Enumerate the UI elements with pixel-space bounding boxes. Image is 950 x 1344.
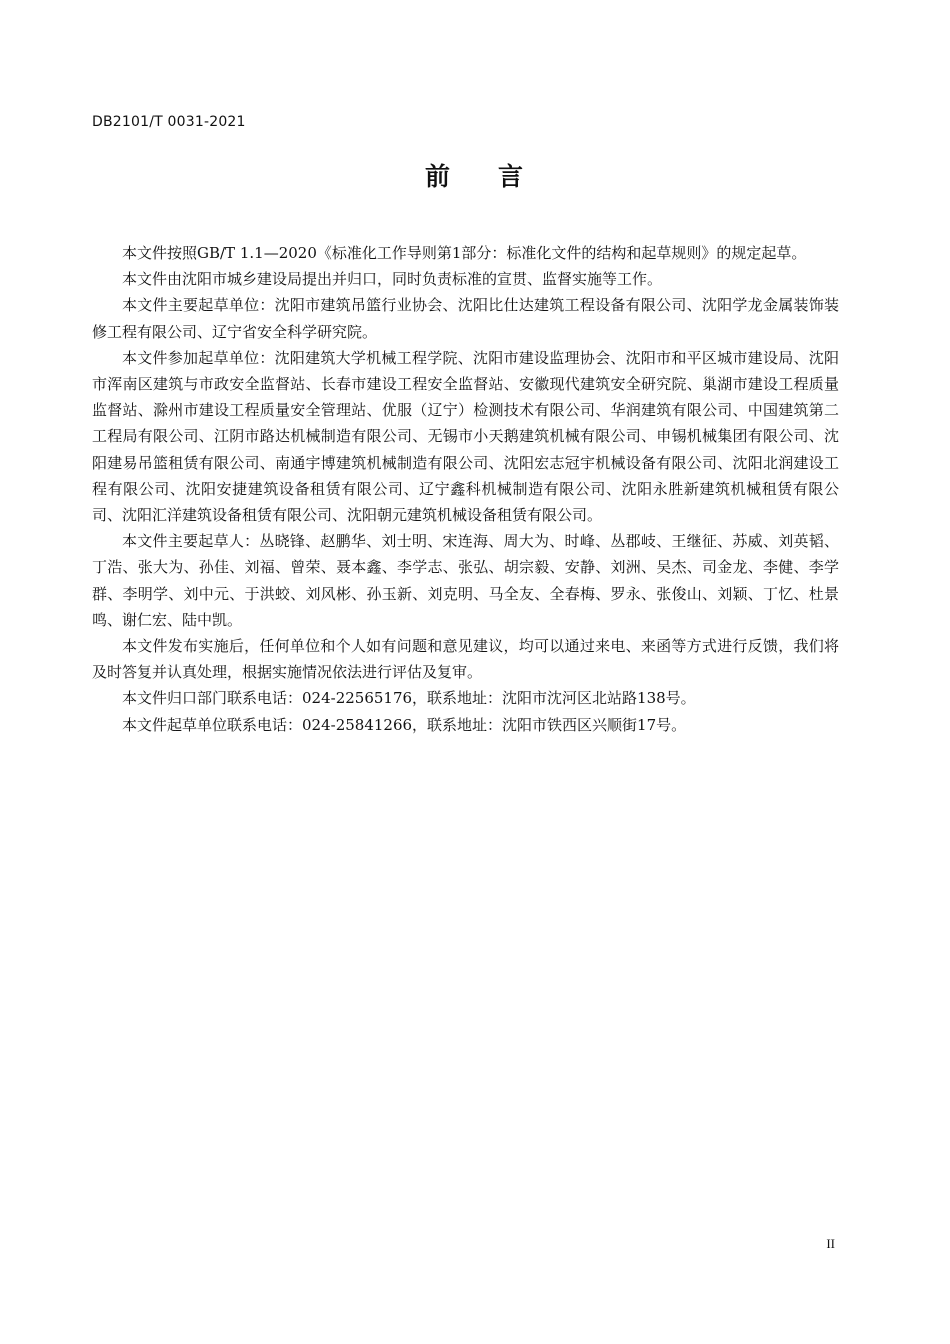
- title-char-2: 言: [498, 162, 526, 191]
- paragraph-proposer: 本文件由沈阳市城乡建设局提出并归口，同时负责标准的宣贯、监督实施等工作。: [122, 270, 663, 289]
- paragraph-main-drafting-units: 本文件主要起草单位：沈阳市建筑吊篮行业协会、沈阳比仕达建筑工程设备有限公司、沈阳学龙金属装饰装修工程有限公司、辽宁省安全科学研究院。: [92, 296, 839, 341]
- title-char-1: 前: [424, 162, 452, 191]
- paragraph-basis: 本文件按照GB/T 1.1—2020《标准化工作导则第1部分：标准化文件的结构和起草规则》的规定起草。: [122, 244, 807, 262]
- foreword-body: [92, 240, 839, 738]
- document-code: DB2101/T 0031-2021: [92, 114, 246, 130]
- page-number: II: [826, 1236, 835, 1251]
- paragraph-feedback: 本文件发布实施后，任何单位和个人如有问题和意见建议，均可以通过来电、来函等方式进行反馈，我们将及时答复并认真处理，根据实施情况依法进行评估及复审。: [92, 637, 839, 682]
- paragraph-authority-contact: 本文件归口部门联系电话：024-22565176，联系地址：沈阳市沈河区北站路138号。: [122, 689, 696, 708]
- page-title: [0, 157, 950, 193]
- paragraph-main-drafters: 本文件主要起草人：丛晓锋、赵鹏华、刘士明、宋连海、周大为、时峰、丛郡岐、王继征、苏威、刘英韬、丁浩、张大为、孙佳、刘福、曾荣、聂本鑫、李学志、张弘、胡宗毅、安静、刘洲、吴杰、司金龙、李健、李学群、李明学、刘中元、于洪蛟、刘风彬、孙玉新、刘克明、马全友、全春梅、罗永、张俊山、刘颖、丁忆、杜景鸣、谢仁宏、陆中凯。: [92, 532, 839, 629]
- paragraph-drafter-contact: 本文件起草单位联系电话：024-25841266，联系地址：沈阳市铁西区兴顺街17号。: [122, 715, 687, 734]
- paragraph-participating-units: 本文件参加起草单位：沈阳建筑大学机械工程学院、沈阳市建设监理协会、沈阳市和平区城市建设局、沈阳市浑南区建筑与市政安全监督站、长春市建设工程安全监督站、安徽现代建筑安全研究院、巢湖市建设工程质量监督站、滁州市建设工程质量安全管理站、优服（辽宁）检测技术有限公司、华润建筑有限公司、中国建筑第二工程局有限公司、江阴市路达机械制造有限公司、无锡市小天鹅建筑机械有限公司、申锡机械集团有限公司、沈阳建易吊篮租赁有限公司、南通宇博建筑机械制造有限公司、沈阳宏志冠宇机械设备有限公司、沈阳北润建设工程有限公司、沈阳安捷建筑设备租赁有限公司、辽宁鑫科机械制造有限公司、沈阳永胜新建筑机械租赁有限公司、沈阳汇洋建筑设备租赁有限公司、沈阳朝元建筑机械设备租赁有限公司。: [92, 348, 839, 525]
